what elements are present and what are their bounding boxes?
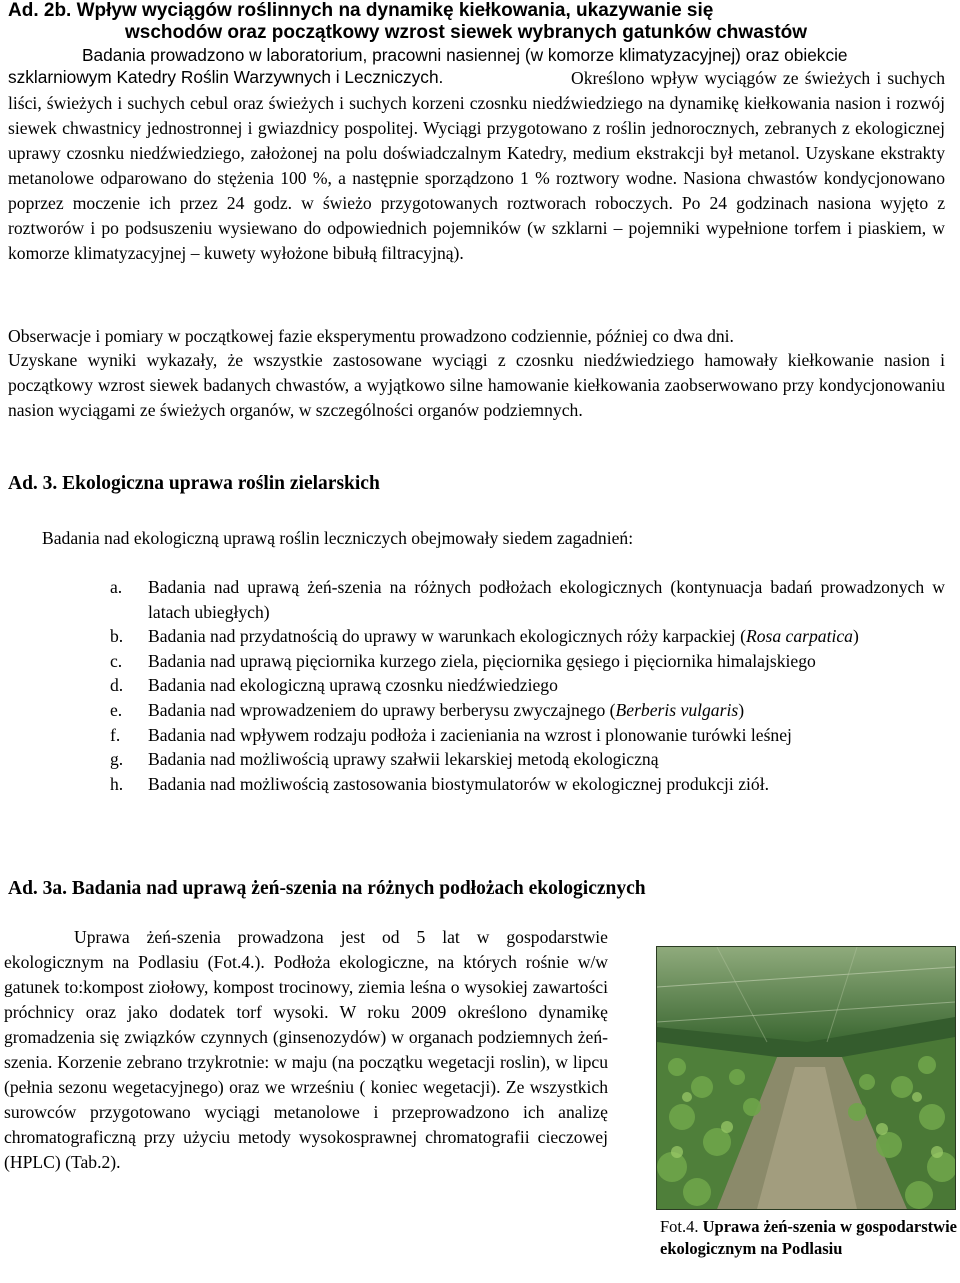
section-3-intro: Badania nad ekologiczną uprawą roślin leczniczych obejmowały siedem zagadnień:	[42, 528, 634, 548]
list-item-text-end: )	[738, 699, 745, 720]
photo-caption-title: Uprawa żeń-szenia w gospodarstwie ekologicznym na Podlasiu	[660, 1217, 957, 1258]
section-3a-heading: Ad. 3a. Badania nad uprawą żeń-szenia na różnych podłożach ekologicznych	[8, 878, 646, 899]
list-item-text: Badania nad wpływem rodzaju podłoża i zacieniania na wzrost i plonowanie turówki leśnej	[148, 724, 792, 745]
list-item	[110, 698, 945, 723]
list-item-label: b.	[110, 626, 124, 647]
list-item-label: c.	[110, 650, 123, 671]
greenhouse-photo-illustration	[657, 947, 955, 1209]
list-item	[110, 624, 945, 649]
list-item-label: f.	[110, 724, 121, 745]
list-item-text: Badania nad wprowadzeniem do uprawy berberysu zwyczajnego (	[148, 699, 616, 720]
list-item	[110, 649, 945, 674]
list-item-text: Badania nad uprawą żeń-szenia na różnych podłożach ekologicznych (kontynuacja badań prowadzonych w latach ubiegłych)	[148, 577, 945, 622]
list-item-text: Badania nad możliwością uprawy szałwii lekarskiej metodą ekologiczną	[148, 749, 659, 770]
list-item	[110, 772, 945, 797]
research-topics-list	[110, 575, 945, 796]
paragraph-intro-sans-line1: Badania prowadzono w laboratorium, pracowni nasiennej (w komorze klimatyzacyjnej) oraz obiekcie	[82, 45, 848, 65]
section-title-line2: wschodów oraz początkowy wzrost siewek wybranych gatunków chwastów	[125, 22, 808, 43]
list-item-label: d.	[110, 675, 124, 696]
paragraph-results: Uzyskane wyniki wykazały, że wszystkie zastosowane wyciągi z czosnku niedźwiedziego hamowały kiełkowanie nasion i początkowy wzrost siewek badanych chwastów, a wyjątkowo silne hamowanie kiełkowania zaobserwowano przy kondycjonowaniu nasion wyciągami ze świeżych organów, w szczególności organów podziemnych.	[8, 350, 945, 420]
list-item-text: Badania nad przydatnością do uprawy w warunkach ekologicznych róży karpackiej (	[148, 626, 746, 647]
photo-caption-label: Fot.4.	[660, 1217, 699, 1236]
list-item-text: Badania nad możliwością zastosowania biostymulatorów w ekologicznej produkcji ziół.	[148, 773, 769, 794]
list-item-text: Badania nad uprawą pięciornika kurzego ziela, pięciornika gęsiego i pięciornika himalajskiego	[148, 650, 816, 671]
list-item	[110, 673, 945, 698]
list-item-label: g.	[110, 749, 124, 770]
list-item	[110, 723, 945, 748]
section-3-heading: Ad. 3. Ekologiczna uprawa roślin zielarskich	[8, 473, 380, 494]
paragraph-methods: Określono wpływ wyciągów ze świeżych i suchych liści, świeżych i suchych cebul oraz świeżych i suchych korzeni czosnku niedźwiedziego na dynamikę kiełkowania nasion i rozwój siewek chwastnicy jednostronnej i gwiazdnicy pospolitej. Wyciągi przygotowano z roślin jednorocznych, zebranych z ekologicznej uprawy czosnku niedźwiedziego, założonej na polu doświadczalnym Katedry, medium ekstrakcji był metanol. Uzyskane ekstrakty metanolowe odparowano do stężenia 100 %, a następnie sporządzono 1 % roztwory wodne. Nasiona chwastów kondycjonowano poprzez moczenie ich przez 24 godz. w świeżo przygotowanych roztworach roboczych. Po 24 godzinach nasiona wyjęto z roztworów i po podsuszeniu wysiewano do odpowiednich pojemników (w szklarni – pojemniki wypełnione torfem i piaskiem, w komorze klimatyzacyjnej – kuwety wyłożone bibułą filtracyjną).	[8, 68, 945, 263]
list-item	[110, 575, 945, 624]
photo-ginseng-greenhouse	[656, 946, 956, 1210]
latin-name: Berberis vulgaris	[615, 699, 739, 720]
paragraph-intro-sans-line2: szklarniowym Katedry Roślin Warzywnych i Leczniczych.	[8, 67, 444, 87]
latin-name: Rosa carpatica	[745, 626, 853, 647]
list-item-label: e.	[110, 699, 123, 720]
paragraph-ginseng: Uprawa żeń-szenia prowadzona jest od 5 lat w gospodarstwie ekologicznym na Podlasiu (Fot.4.). Podłoża ekologiczne, na których rośnie w/w gatunek to:kompost ziołowy, kompost trocinowy, ziemia leśna o wysokiej zawartości próchnicy oraz jako dodatek torf wysoki. W roku 2009 określono dynamikę gromadzenia się związków czynnych (ginsenozydów) w organach podziemnych żeń-szenia. Korzenie zebrano trzykrotnie: w maju (na początku wegetacji roslin), w lipcu (pełnia sezonu wegetacyjnego) oraz we wrześniu ( koniec wegetacji). Ze wszystkich surowców przygotowano wyciągi metanolowe i przeprowadzono ich analizę chromatograficzną przy użyciu metody wysokosprawnej chromatografii cieczowej (HPLC) (Tab.2).	[4, 927, 608, 1172]
list-item-label: a.	[110, 577, 123, 597]
list-item-label: h.	[110, 773, 124, 794]
list-item	[110, 747, 945, 772]
list-item-text-end: )	[852, 626, 859, 647]
list-item-text: Badania nad ekologiczną uprawą czosnku niedźwiedziego	[148, 675, 558, 696]
photo-caption	[660, 1216, 960, 1260]
section-title-line1: Ad. 2b. Wpływ wyciągów roślinnych na dynamikę kiełkowania, ukazywanie się	[8, 0, 714, 21]
paragraph-observations: Obserwacje i pomiary w początkowej fazie eksperymentu prowadzono codziennie, później co dwa dni.	[8, 326, 734, 346]
